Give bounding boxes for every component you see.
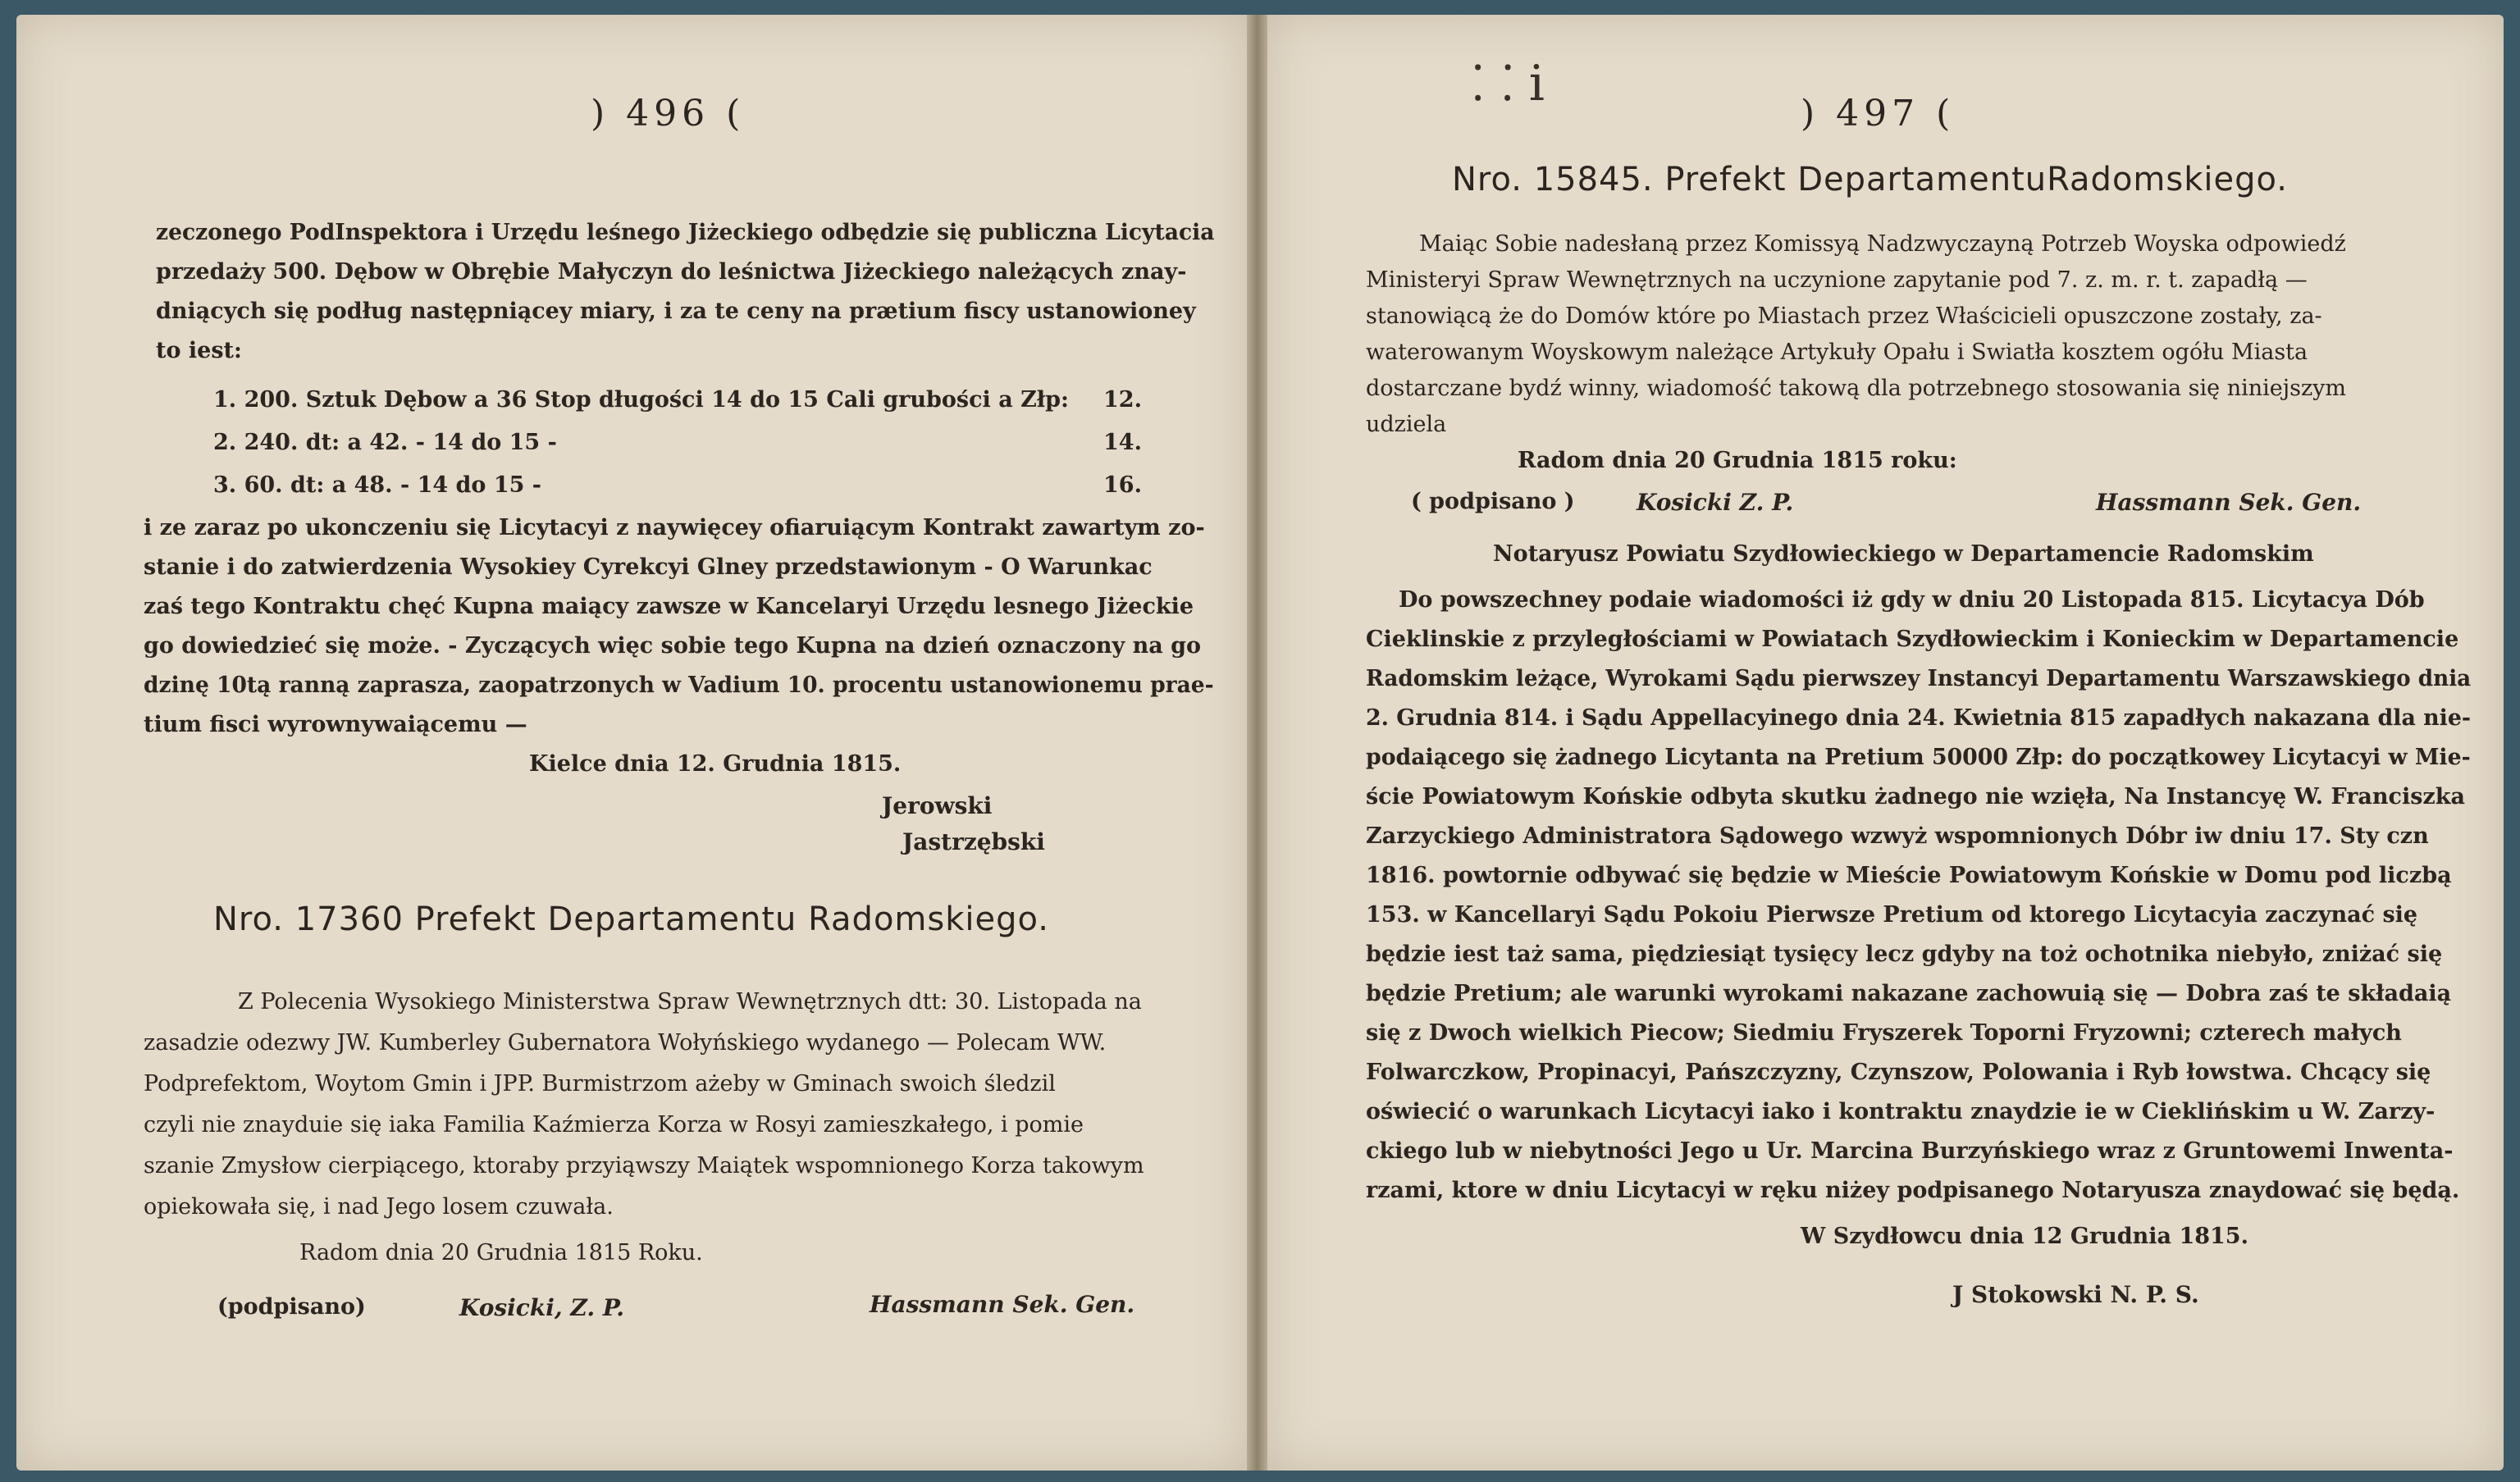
text-line: dzinę 10tą ranną zaprasza, zaopatrzonych w Vadium 10. procentu ustanowionemu prae- bbox=[144, 673, 1214, 698]
text-line: stanowiącą że do Domów które po Miastach przez Właścicieli opuszczone zostały, za- bbox=[1366, 303, 2322, 329]
signature: Hassmann Sek. Gen. bbox=[2096, 489, 2362, 516]
text-line: będzie Pretium; ale warunki wyrokami nakazane zachowuią się — Dobra zaś te składaią bbox=[1366, 981, 2452, 1006]
table-row: 2. 240. dt: a 42. - 14 do 15 - bbox=[213, 430, 557, 455]
right-page bbox=[1267, 15, 2504, 1471]
text-line: Podprefektom, Woytom Gmin i JPP. Burmistrzom ażeby w Gminach swoich śledzil bbox=[144, 1071, 1056, 1097]
text-line: zeczonego PodInspektora i Urzędu leśnego Jiżeckiego odbędzie się publiczna Licytacia bbox=[156, 220, 1215, 245]
text-line: Ministeryi Spraw Wewnętrznych na uczynione zapytanie pod 7. z. m. r. t. zapadłą — bbox=[1366, 267, 2308, 293]
text-line: Z Polecenia Wysokiego Ministerstwa Spraw Wewnętrznych dtt: 30. Listopada na bbox=[238, 989, 1142, 1015]
text-line: udziela bbox=[1366, 412, 1447, 437]
text-line: 2. Grudnia 814. i Sądu Appellacyinego dnia 24. Kwietnia 815 zapadłych nakazana dla nie- bbox=[1366, 705, 2472, 731]
text-line: Cieklinskie z przyległościami w Powiatach Szydłowieckim i Konieckim w Departamencie bbox=[1366, 627, 2459, 652]
text-line: zaś tego Kontraktu chęć Kupna maiący zawsze w Kancelaryi Urzędu lesnego Jiżeckie bbox=[144, 594, 1194, 619]
notice-heading: Nro. 17360 Prefekt Departamentu Radomskiego. bbox=[213, 901, 1049, 938]
text-line: to iest: bbox=[156, 338, 242, 363]
text-line: ście Powiatowym Końskie odbyta skutku żadnego nie wzięła, Na Instancyę W. Franciszka bbox=[1366, 784, 2465, 809]
text-line: Maiąc Sobie nadesłaną przez Komissyą Nadzwyczayną Potrzeb Woyska odpowiedź bbox=[1419, 231, 2346, 257]
text-line: Do powszechney podaie wiadomości iż gdy w dniu 20 Listopada 815. Licytacya Dób bbox=[1399, 587, 2425, 613]
date-line: Radom dnia 20 Grudnia 1815 Roku. bbox=[299, 1240, 703, 1265]
table-row: 3. 60. dt: a 48. - 14 do 15 - bbox=[213, 472, 542, 498]
page-number: ) 496 ( bbox=[591, 93, 746, 135]
page-number: ) 497 ( bbox=[1801, 93, 1956, 135]
text-line: będzie iest taż sama, piędziesiąt tysięcy lecz gdyby na toż ochotnika niebyło, zniżać się bbox=[1366, 942, 2443, 967]
text-line: Folwarczkow, Propinacyi, Pańszczyzny, Czynszow, Polowania i Ryb łowstwa. Chcący się bbox=[1366, 1060, 2431, 1085]
text-line: oświecić o warunkach Licytacyi iako i kontraktu znaydzie ie w Cieklińskim u W. Zarzy- bbox=[1366, 1099, 2436, 1124]
text-line: Radomskim leżące, Wyrokami Sądu pierwszey Instancyi Departamentu Warszawskiego dnia bbox=[1366, 666, 2472, 691]
signer-name: J Stokowski N. P. S. bbox=[1952, 1281, 2199, 1308]
table-price: 12. bbox=[1103, 387, 1142, 413]
text-line: się z Dwoch wielkich Piecow; Siedmiu Fryszerek Toporni Fryzowni; czterech małych bbox=[1366, 1020, 2402, 1046]
table-price: 16. bbox=[1103, 472, 1142, 498]
text-line: szanie Zmysłow cierpiącego, ktoraby przyiąwszy Maiątek wspomnionego Korza takowym bbox=[144, 1153, 1144, 1179]
date-line: Radom dnia 20 Grudnia 1815 roku: bbox=[1518, 448, 1957, 473]
text-line: czyli nie znayduie się iaka Familia Kaźmierza Korza w Rosyi zamieszkałego, i pomie bbox=[144, 1112, 1084, 1138]
ink-mark: ⸬ i bbox=[1472, 55, 1545, 112]
signature: Kosicki, Z. P. bbox=[459, 1294, 624, 1321]
book-gutter bbox=[1247, 15, 1267, 1471]
text-line: i ze zaraz po ukonczeniu się Licytacyi z naywięcey ofiaruiącym Kontrakt zawartym zo- bbox=[144, 515, 1205, 540]
text-line: ckiego lub w niebytności Jego u Ur. Marcina Burzyńskiego wraz z Gruntowemi Inwenta- bbox=[1366, 1138, 2454, 1164]
book-spread bbox=[16, 15, 2504, 1471]
text-line: Zarzyckiego Administratora Sądowego wzwyż wspomnionych Dóbr iw dniu 17. Sty czn bbox=[1366, 823, 2429, 849]
table-price: 14. bbox=[1103, 430, 1142, 455]
text-line: dniących się podług następniącey miary, i za te ceny na prætium fiscy ustanowioney bbox=[156, 299, 1196, 324]
text-line: dostarczane bydź winny, wiadomość takową dla potrzebnego stosowania się niniejszym bbox=[1366, 376, 2347, 401]
left-page bbox=[16, 15, 1247, 1471]
date-line: W Szydłowcu dnia 12 Grudnia 1815. bbox=[1801, 1224, 2248, 1249]
signature: Kosicki Z. P. bbox=[1637, 489, 1794, 516]
text-line: go dowiedzieć się może. - Zyczących więc sobie tego Kupna na dzień oznaczony na go bbox=[144, 633, 1201, 659]
notice-heading: Nro. 15845. Prefekt DepartamentuRadomskiego. bbox=[1452, 161, 2288, 198]
text-line: tium fisci wyrownywaiącemu — bbox=[144, 712, 527, 737]
signed-label: ( podpisano ) bbox=[1411, 489, 1575, 514]
text-line: rzami, ktore w dniu Licytacyi w ręku niżey podpisanego Notaryusza znaydować się będą. bbox=[1366, 1178, 2460, 1203]
signer-name: Jastrzębski bbox=[902, 828, 1045, 855]
text-line: 153. w Kancellaryi Sądu Pokoiu Pierwsze Pretium od ktorego Licytacyia zaczynać się bbox=[1366, 902, 2418, 928]
section-heading: Notaryusz Powiatu Szydłowieckiego w Departamencie Radomskim bbox=[1493, 541, 2314, 567]
signature: Hassmann Sek. Gen. bbox=[870, 1291, 1135, 1318]
date-line: Kielce dnia 12. Grudnia 1815. bbox=[529, 751, 902, 777]
text-line: 1816. powtornie odbywać się będzie w Mieście Powiatowym Końskie w Domu pod liczbą bbox=[1366, 863, 2452, 888]
signed-label: (podpisano) bbox=[217, 1294, 366, 1320]
signer-name: Jerowski bbox=[882, 792, 993, 819]
text-line: zasadzie odezwy JW. Kumberley Gubernatora Wołyńskiego wydanego — Polecam WW. bbox=[144, 1030, 1107, 1056]
text-line: stanie i do zatwierdzenia Wysokiey Cyrekcyi Glney przedstawionym - O Warunkac bbox=[144, 554, 1153, 580]
text-line: opiekowała się, i nad Jego losem czuwała. bbox=[144, 1194, 614, 1220]
text-line: waterowanym Woyskowym należące Artykuły Opału i Swiatła kosztem ogółu Miasta bbox=[1366, 340, 2308, 365]
text-line: podaiącego się żadnego Licytanta na Pretium 50000 Złp: do początkowey Licytacyi w Mie- bbox=[1366, 745, 2471, 770]
text-line: przedaży 500. Dębow w Obrębie Małyczyn do leśnictwa Jiżeckiego należących znay- bbox=[156, 259, 1187, 285]
table-row: 1. 200. Sztuk Dębow a 36 Stop długości 14 do 15 Cali grubości a Złp: bbox=[213, 387, 1070, 413]
